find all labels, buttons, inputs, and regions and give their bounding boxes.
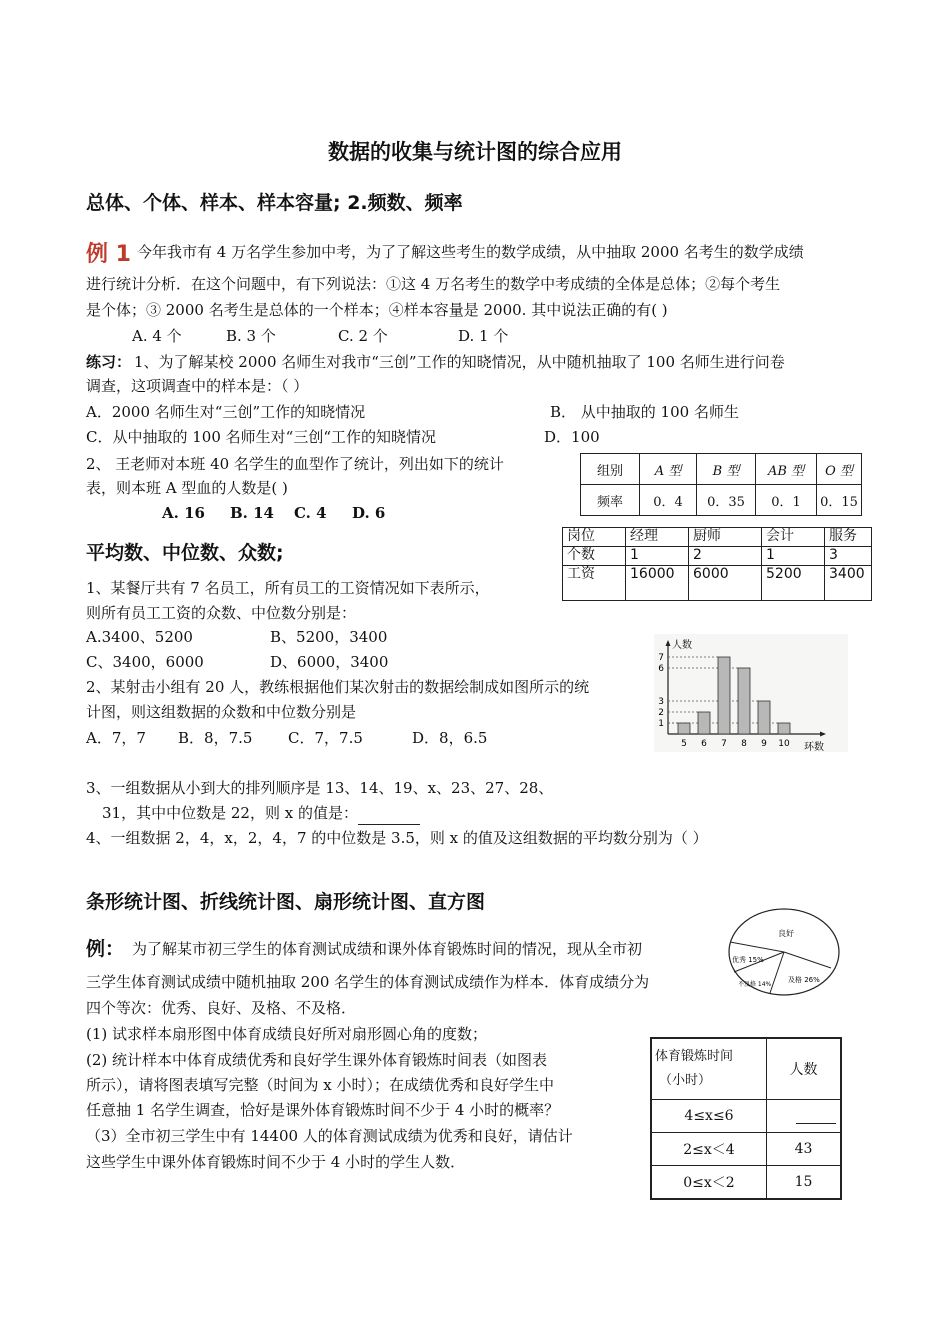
table-cell: 0．15: [817, 485, 862, 516]
table-row: [651, 1100, 841, 1133]
table-cell: 工资: [563, 566, 626, 601]
bar-5: [678, 723, 690, 734]
table-cell: 15: [767, 1166, 842, 1200]
exercise2-line1: 2、 王老师对本班 40 名学生的血型作了统计，列出如下的统计: [86, 455, 504, 473]
table-row: [651, 1038, 841, 1100]
x-axis-label: 环数: [804, 742, 824, 752]
table-cell: 3400: [825, 566, 872, 601]
y-tick-label: 3: [658, 697, 664, 707]
exercise1-option-c: C．从中抽取的 100 名师生对“三创“工作的知晓情况: [86, 428, 436, 446]
section2-q2-option-c: C．7，7.5: [288, 729, 363, 747]
table-cell: 岗位: [563, 528, 626, 547]
x-tick-label: 6: [701, 739, 707, 749]
table-cell: 个数: [563, 547, 626, 566]
grade-pie-chart: [726, 906, 844, 998]
bar-7: [718, 657, 730, 734]
section3-item3a: （3）全市初三学生中有 14400 人的体育测试成绩为优秀和良好，请估计: [86, 1127, 573, 1145]
exercise1-option-b: B． 从中抽取的 100 名师生: [550, 403, 739, 421]
table-header-count: 人数: [767, 1038, 842, 1100]
table-cell: 16000: [626, 566, 689, 601]
bar-10: [778, 723, 790, 734]
table-row: [563, 566, 872, 601]
table-cell: 1: [626, 547, 689, 566]
section3-label: 例：: [86, 938, 125, 960]
table-cell: 0．35: [697, 485, 756, 516]
y-tick-label: 2: [658, 708, 664, 718]
example1-option-c: C. 2 个: [338, 327, 388, 345]
example1-line2: 进行统计分析．在这个问题中，有下列说法：①这 4 万名考生的数学中考成绩的全体是总体；②每个考生: [86, 275, 781, 293]
exercise2-option-c: C. 4: [294, 504, 327, 522]
table-cell: 组别: [581, 454, 640, 485]
section2-heading: 平均数、中位数、众数;: [86, 542, 284, 564]
header-time-line1: 体育锻炼时间: [655, 1049, 734, 1064]
x-tick-label: 10: [778, 739, 790, 749]
page-title: 数据的收集与统计图的综合应用: [328, 139, 622, 164]
section3-line3: 四个等次：优秀、良好、及格、不及格．: [86, 999, 357, 1017]
table-cell: 4≤x≤6: [651, 1100, 767, 1133]
pie-label-pass: 及格 26%: [788, 976, 820, 984]
y-axis-label: 人数: [672, 640, 692, 651]
pie-label-good: 良好: [778, 929, 794, 938]
example1-option-b: B. 3 个: [226, 327, 276, 345]
exercise2-option-a: A. 16: [162, 504, 205, 522]
pie-label-excellent: 优秀 15%: [732, 956, 764, 964]
table-cell: AB 型: [756, 454, 817, 485]
example1-line1: 今年我市有 4 万名学生参加中考，为了了解这些考生的数学成绩，从中抽取 2000 名考生的数学成绩: [137, 243, 804, 261]
y-tick-label: 6: [658, 664, 664, 674]
section3-line2: 三学生体育测试成绩中随机抽取 200 名学生的体育测试成绩作为样本．体育成绩分为: [86, 973, 650, 991]
exercise2-line2: 表，则本班 A 型血的人数是( ): [86, 479, 288, 497]
section3-line1: 为了解某市初三学生的体育测试成绩和课外体育锻炼时间的情况，现从全市初: [132, 940, 643, 958]
table-header-time: [651, 1038, 767, 1100]
pie-label-fail: 不及格 14%: [738, 981, 772, 988]
example1-line3: 是个体；③ 2000 名考生是总体的一个样本；④样本容量是 2000. 其中说法正确的有( ): [86, 301, 668, 319]
table-cell: 0≤x＜2: [651, 1166, 767, 1200]
y-tick-label: 1: [658, 719, 664, 729]
count-blank[interactable]: [796, 1108, 836, 1124]
exercise2-option-d: D. 6: [352, 504, 386, 522]
table-cell: O 型: [817, 454, 862, 485]
section2-q1-option-b: B、5200，3400: [270, 628, 388, 646]
section2-q2-line1: 2、某射击小组有 20 人，教练根据他们某次射击的数据绘制成如图所示的统: [86, 678, 590, 696]
table-cell: 43: [767, 1133, 842, 1166]
section1-heading: 总体、个体、样本、样本容量; 2.频数、频率: [86, 192, 463, 214]
section3-item3b: 这些学生中课外体育锻炼时间不少于 4 小时的学生人数．: [86, 1153, 466, 1171]
table-row: [651, 1166, 841, 1200]
section2-q2-option-b: B．8，7.5: [178, 729, 253, 747]
wage-table: [562, 527, 872, 601]
section3-heading: 条形统计图、折线统计图、扇形统计图、直方图: [86, 891, 486, 913]
exercise2-option-b: B. 14: [230, 504, 274, 522]
table-cell: A 型: [640, 454, 697, 485]
x-tick-label: 7: [721, 739, 727, 749]
example1-label: 例 1: [86, 242, 131, 267]
table-cell: 会计: [762, 528, 825, 547]
section2-q1-option-c: C、3400，6000: [86, 653, 204, 671]
shooting-bar-chart: [654, 634, 848, 752]
table-cell: 服务: [825, 528, 872, 547]
table-cell: 3: [825, 547, 872, 566]
section2-q3-line1: 3、一组数据从小到大的排列顺序是 13、14、19、x、23、27、28、: [86, 779, 554, 797]
x-tick-label: 5: [681, 739, 687, 749]
section3-item1: (1) 试求样本扇形图中体育成绩良好所对扇形圆心角的度数；: [86, 1025, 488, 1043]
table-cell: 频率: [581, 485, 640, 516]
section2-q1-option-d: D、6000，3400: [270, 653, 389, 671]
table-row: [581, 485, 862, 516]
section2-q2-option-a: A．7，7: [86, 729, 146, 747]
table-row: [563, 528, 872, 547]
bar-8: [738, 668, 750, 734]
example1-option-d: D. 1 个: [458, 327, 509, 345]
table-row: [563, 547, 872, 566]
exercise-label: 练习：: [86, 353, 132, 371]
table-cell: 0．4: [640, 485, 697, 516]
bar-6: [698, 712, 710, 734]
section2-q4: 4、一组数据 2，4，x，2，4，7 的中位数是 3.5，则 x 的值及这组数据的平均数分别为（ ）: [86, 829, 708, 847]
exercise1-option-d: D．100: [544, 428, 600, 446]
y-tick-label: 7: [658, 653, 664, 663]
table-cell: 0．1: [756, 485, 817, 516]
exercise1-line1: 1、为了解某校 2000 名师生对我市“三创”工作的知晓情况，从中随机抽取了 100 名师生进行问卷: [134, 353, 785, 371]
exercise1-option-a: A．2000 名师生对“三创”工作的知晓情况: [86, 403, 366, 421]
answer-blank[interactable]: [358, 809, 420, 825]
table-cell-blank[interactable]: [767, 1100, 842, 1133]
table-cell: 经理: [626, 528, 689, 547]
table-row: [651, 1133, 841, 1166]
exercise-time-table: [650, 1037, 842, 1200]
table-cell: 6000: [689, 566, 762, 601]
table-cell: 5200: [762, 566, 825, 601]
section2-q2-line2: 计图，则这组数据的众数和中位数分别是: [86, 703, 357, 721]
bar-9: [758, 701, 770, 734]
section3-item2b: 所示），请将图表填写完整（时间为 x 小时）；在成绩优秀和良好学生中: [86, 1076, 554, 1094]
example1-option-a: A. 4 个: [132, 327, 182, 345]
table-cell: 1: [762, 547, 825, 566]
section2-q3-line2: 31，其中中位数是 22，则 x 的值是：: [102, 801, 420, 825]
blood-type-table: [580, 453, 862, 516]
section2-q2-option-d: D．8，6.5: [412, 729, 488, 747]
x-tick-label: 8: [741, 739, 747, 749]
table-row: [581, 454, 862, 485]
section2-q1-line2: 则所有员工工资的众数、中位数分别是：: [86, 604, 357, 622]
exercise1-line2: 调查，这项调查中的样本是：（ ）: [86, 377, 309, 395]
section3-item2a: (2) 统计样本中体育成绩优秀和良好学生课外体育锻炼时间表（如图表: [86, 1051, 548, 1069]
section3-item2c: 任意抽 1 名学生调查，恰好是课外体育锻炼时间不少于 4 小时的概率？: [86, 1101, 560, 1119]
table-cell: 2≤x＜4: [651, 1133, 767, 1166]
section2-q1-option-a: A.3400、5200: [86, 628, 193, 646]
x-tick-label: 9: [761, 739, 767, 749]
section2-q1-line1: 1、某餐厅共有 7 名员工，所有员工的工资情况如下表所示，: [86, 579, 490, 597]
table-cell: 厨师: [689, 528, 762, 547]
header-time-line2: （小时）: [659, 1073, 712, 1088]
table-cell: B 型: [697, 454, 756, 485]
table-cell: 2: [689, 547, 762, 566]
